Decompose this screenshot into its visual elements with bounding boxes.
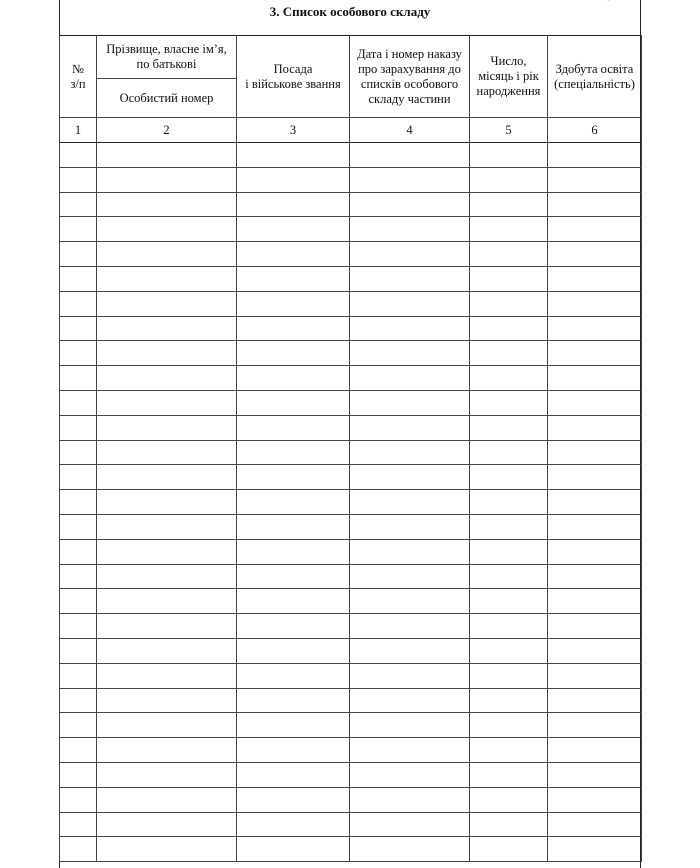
table-cell bbox=[350, 217, 470, 242]
table-cell bbox=[350, 638, 470, 663]
table-cell bbox=[470, 564, 548, 589]
table-row bbox=[60, 366, 642, 391]
table-cell bbox=[350, 242, 470, 267]
table-cell bbox=[470, 514, 548, 539]
table-row bbox=[60, 762, 642, 787]
table-cell bbox=[97, 713, 237, 738]
table-cell bbox=[60, 415, 97, 440]
table-cell bbox=[548, 589, 642, 614]
table-cell bbox=[237, 564, 350, 589]
table-cell bbox=[470, 762, 548, 787]
table-cell bbox=[237, 291, 350, 316]
table-row bbox=[60, 514, 642, 539]
table-row bbox=[60, 415, 642, 440]
table-cell bbox=[97, 143, 237, 168]
table-cell bbox=[60, 465, 97, 490]
table-cell bbox=[60, 167, 97, 192]
table-cell bbox=[237, 143, 350, 168]
table-cell bbox=[470, 465, 548, 490]
table-cell bbox=[60, 514, 97, 539]
table-row bbox=[60, 217, 642, 242]
table-cell bbox=[60, 564, 97, 589]
table-cell bbox=[97, 465, 237, 490]
table-cell bbox=[350, 738, 470, 763]
table-row bbox=[60, 440, 642, 465]
table-cell bbox=[60, 713, 97, 738]
table-cell bbox=[237, 812, 350, 837]
table-cell bbox=[548, 266, 642, 291]
table-cell bbox=[97, 638, 237, 663]
table-cell bbox=[470, 837, 548, 862]
table-cell bbox=[237, 316, 350, 341]
col-header-position: Посада і військове звання bbox=[237, 36, 350, 118]
table-row bbox=[60, 266, 642, 291]
table-cell bbox=[60, 663, 97, 688]
table-cell bbox=[548, 688, 642, 713]
table-cell bbox=[548, 564, 642, 589]
table-cell bbox=[237, 490, 350, 515]
table-cell bbox=[97, 266, 237, 291]
table-cell bbox=[350, 291, 470, 316]
table-cell bbox=[548, 713, 642, 738]
table-row bbox=[60, 143, 642, 168]
table-cell bbox=[97, 415, 237, 440]
column-number: 6 bbox=[548, 118, 642, 143]
table-row bbox=[60, 589, 642, 614]
table-cell bbox=[548, 291, 642, 316]
table-row bbox=[60, 539, 642, 564]
table-cell bbox=[350, 266, 470, 291]
table-cell bbox=[470, 291, 548, 316]
table-cell bbox=[97, 589, 237, 614]
table-cell bbox=[237, 266, 350, 291]
table-body bbox=[60, 36, 642, 862]
table-row bbox=[60, 390, 642, 415]
table-cell bbox=[350, 787, 470, 812]
table-row bbox=[60, 812, 642, 837]
table-cell bbox=[350, 539, 470, 564]
table-cell bbox=[350, 490, 470, 515]
table-cell bbox=[470, 614, 548, 639]
table-cell bbox=[60, 812, 97, 837]
table-cell bbox=[350, 167, 470, 192]
table-cell bbox=[350, 341, 470, 366]
table-cell bbox=[350, 762, 470, 787]
table-cell bbox=[548, 217, 642, 242]
table-cell bbox=[60, 192, 97, 217]
table-cell bbox=[237, 242, 350, 267]
table-cell bbox=[97, 390, 237, 415]
table-cell bbox=[548, 366, 642, 391]
table-cell bbox=[60, 837, 97, 862]
table-cell bbox=[237, 465, 350, 490]
table-cell bbox=[60, 787, 97, 812]
table-row bbox=[60, 465, 642, 490]
table-cell bbox=[97, 812, 237, 837]
table-cell bbox=[60, 440, 97, 465]
table-cell bbox=[350, 514, 470, 539]
table-cell bbox=[97, 490, 237, 515]
table-cell bbox=[97, 291, 237, 316]
table-cell bbox=[470, 440, 548, 465]
table-cell bbox=[350, 837, 470, 862]
table-row bbox=[60, 490, 642, 515]
table-cell bbox=[97, 167, 237, 192]
table-cell bbox=[237, 366, 350, 391]
table-cell bbox=[97, 341, 237, 366]
table-cell bbox=[548, 787, 642, 812]
table-cell bbox=[350, 366, 470, 391]
column-number: 5 bbox=[470, 118, 548, 143]
table-cell bbox=[237, 762, 350, 787]
table-cell bbox=[470, 713, 548, 738]
table-cell bbox=[60, 316, 97, 341]
table-cell bbox=[548, 514, 642, 539]
col-header-number: № з/п bbox=[60, 36, 97, 118]
table-row bbox=[60, 192, 642, 217]
table-cell bbox=[237, 614, 350, 639]
table-cell bbox=[548, 192, 642, 217]
table-cell bbox=[97, 762, 237, 787]
table-cell bbox=[350, 143, 470, 168]
table-cell bbox=[470, 242, 548, 267]
table-cell bbox=[350, 713, 470, 738]
table-cell bbox=[470, 341, 548, 366]
col-header-education: Здобута освіта (спеціальність) bbox=[548, 36, 642, 118]
table-cell bbox=[237, 688, 350, 713]
table-cell bbox=[60, 143, 97, 168]
table-row bbox=[60, 638, 642, 663]
table-cell bbox=[548, 390, 642, 415]
table-cell bbox=[470, 415, 548, 440]
table-cell bbox=[237, 167, 350, 192]
table-cell bbox=[470, 539, 548, 564]
table-row bbox=[60, 738, 642, 763]
table-cell bbox=[350, 465, 470, 490]
table-row bbox=[60, 341, 642, 366]
table-cell bbox=[60, 539, 97, 564]
table-row bbox=[60, 316, 642, 341]
table-cell bbox=[350, 192, 470, 217]
table-row bbox=[60, 663, 642, 688]
table-cell bbox=[470, 589, 548, 614]
table-cell bbox=[548, 341, 642, 366]
col-header-order: Дата і номер наказу про зарахування до списків особового складу частини bbox=[350, 36, 470, 118]
table-cell bbox=[60, 266, 97, 291]
col-header-personal-number: Особистий номер bbox=[97, 79, 237, 118]
table-cell bbox=[350, 415, 470, 440]
table-cell bbox=[237, 787, 350, 812]
column-number: 2 bbox=[97, 118, 237, 143]
table-cell bbox=[60, 762, 97, 787]
table-row bbox=[60, 787, 642, 812]
table-cell bbox=[237, 837, 350, 862]
table-cell bbox=[548, 663, 642, 688]
table-cell bbox=[470, 638, 548, 663]
table-cell bbox=[548, 614, 642, 639]
personnel-table bbox=[59, 35, 642, 862]
table-cell bbox=[60, 688, 97, 713]
table-cell bbox=[470, 663, 548, 688]
table-cell bbox=[60, 242, 97, 267]
table-cell bbox=[237, 415, 350, 440]
table-cell bbox=[237, 589, 350, 614]
table-cell bbox=[548, 167, 642, 192]
table-cell bbox=[60, 614, 97, 639]
table-cell bbox=[470, 738, 548, 763]
table-cell bbox=[60, 490, 97, 515]
table-cell bbox=[548, 143, 642, 168]
table-cell bbox=[350, 564, 470, 589]
table-row bbox=[60, 837, 642, 862]
table-cell bbox=[97, 316, 237, 341]
header-row bbox=[60, 36, 642, 79]
table-cell bbox=[548, 440, 642, 465]
table-cell bbox=[97, 614, 237, 639]
table-cell bbox=[548, 738, 642, 763]
table-cell bbox=[470, 490, 548, 515]
table-cell bbox=[237, 663, 350, 688]
table-cell bbox=[350, 316, 470, 341]
table-cell bbox=[350, 390, 470, 415]
col-header-name: Прізвище, власне ім’я, по батькові bbox=[97, 36, 237, 79]
table-cell bbox=[97, 539, 237, 564]
column-number: 1 bbox=[60, 118, 97, 143]
table-cell bbox=[470, 217, 548, 242]
table-cell bbox=[97, 192, 237, 217]
table-cell bbox=[470, 316, 548, 341]
table-cell bbox=[60, 366, 97, 391]
table-cell bbox=[470, 366, 548, 391]
table-cell bbox=[237, 514, 350, 539]
table-cell bbox=[548, 242, 642, 267]
page-title: 3. Список особового складу bbox=[269, 4, 431, 19]
table-cell bbox=[60, 589, 97, 614]
table-cell bbox=[470, 390, 548, 415]
table-cell bbox=[350, 614, 470, 639]
table-cell bbox=[60, 291, 97, 316]
table-cell bbox=[548, 638, 642, 663]
table-cell bbox=[548, 539, 642, 564]
table-cell bbox=[548, 415, 642, 440]
table-cell bbox=[97, 663, 237, 688]
table-row bbox=[60, 713, 642, 738]
table-cell bbox=[60, 738, 97, 763]
table-cell bbox=[470, 266, 548, 291]
column-number: 4 bbox=[350, 118, 470, 143]
table-row bbox=[60, 688, 642, 713]
table-cell bbox=[350, 812, 470, 837]
table-cell bbox=[97, 366, 237, 391]
table-cell bbox=[470, 812, 548, 837]
table-cell bbox=[97, 787, 237, 812]
table-cell bbox=[350, 688, 470, 713]
table-cell bbox=[97, 837, 237, 862]
table-cell bbox=[470, 688, 548, 713]
table-cell bbox=[97, 688, 237, 713]
table-cell bbox=[60, 217, 97, 242]
table-cell bbox=[350, 440, 470, 465]
table-cell bbox=[97, 440, 237, 465]
table-cell bbox=[97, 217, 237, 242]
table-cell bbox=[97, 242, 237, 267]
table-cell bbox=[470, 787, 548, 812]
table-row bbox=[60, 614, 642, 639]
table-cell bbox=[60, 390, 97, 415]
table-row bbox=[60, 242, 642, 267]
table-cell bbox=[470, 167, 548, 192]
table-row bbox=[60, 291, 642, 316]
table-cell bbox=[470, 143, 548, 168]
table-cell bbox=[60, 638, 97, 663]
table-cell bbox=[548, 465, 642, 490]
table-cell bbox=[350, 663, 470, 688]
col-header-birthdate: Число, місяць і рік народження bbox=[470, 36, 548, 118]
table-cell bbox=[548, 837, 642, 862]
table-cell bbox=[350, 589, 470, 614]
table-cell bbox=[237, 390, 350, 415]
table-cell bbox=[237, 638, 350, 663]
table-cell bbox=[548, 812, 642, 837]
table-cell bbox=[470, 192, 548, 217]
table-cell bbox=[237, 713, 350, 738]
table-cell bbox=[97, 738, 237, 763]
table-cell bbox=[237, 539, 350, 564]
table-row bbox=[60, 167, 642, 192]
column-number-row bbox=[60, 118, 642, 143]
table-row bbox=[60, 564, 642, 589]
table-cell bbox=[548, 490, 642, 515]
table-cell bbox=[237, 192, 350, 217]
column-number: 3 bbox=[237, 118, 350, 143]
table-cell bbox=[548, 762, 642, 787]
table-cell bbox=[548, 316, 642, 341]
table-cell bbox=[97, 514, 237, 539]
table-cell bbox=[60, 341, 97, 366]
table-cell bbox=[237, 440, 350, 465]
table-cell bbox=[237, 341, 350, 366]
table-cell bbox=[97, 564, 237, 589]
table-cell bbox=[237, 738, 350, 763]
table-cell bbox=[237, 217, 350, 242]
